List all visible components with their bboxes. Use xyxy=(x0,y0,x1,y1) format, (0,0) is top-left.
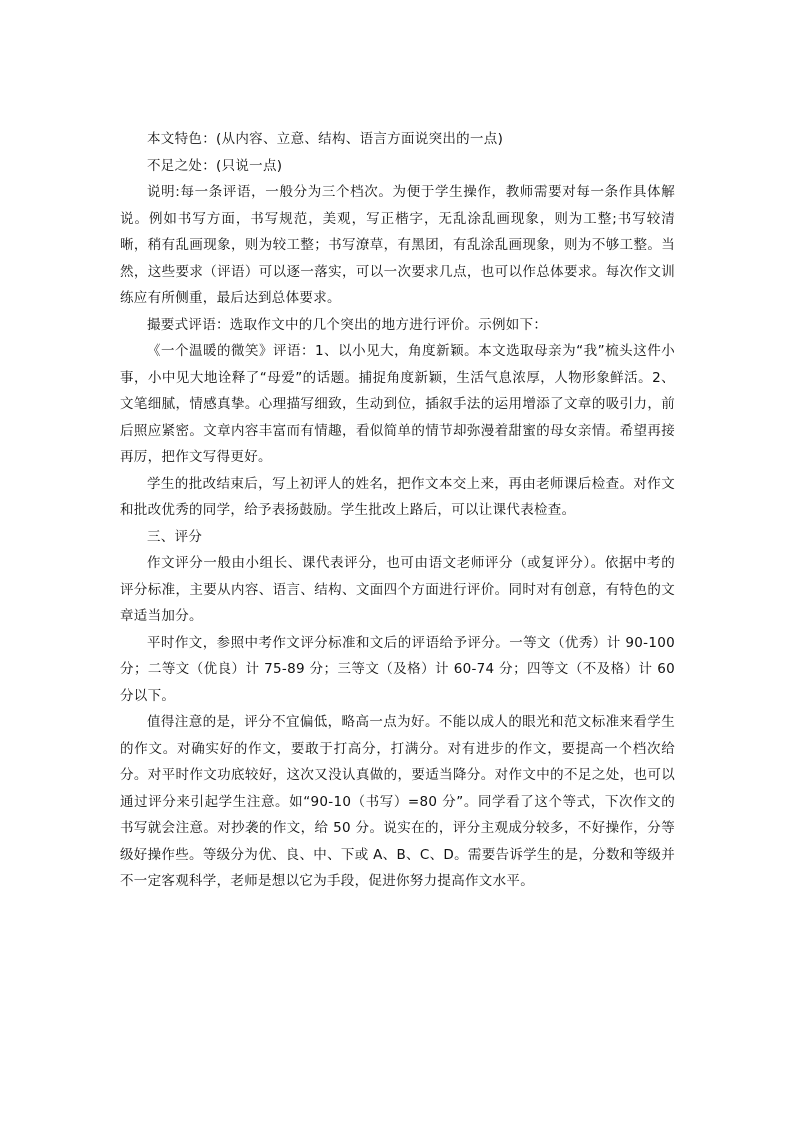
document-body xyxy=(120,126,675,895)
paragraph-shortcomings-prompt: 不足之处：(只说一点) xyxy=(147,157,283,174)
paragraph-explanation: 说明:每一条评语，一般分为三个档次。为便于学生操作，教师需要对每一条作具体解说。例如书写方面，书写规范，美观，写正楷字，无乱涂乱画现象，则为工整;书写较清晰，稍有乱画现象，则为较工整；书写潦草，有黑团，有乱涂乱画现象，则为不够工整。当然，这些要求（评语）可以逐一落实，可以一次要求几点，也可以作总体要求。每次作文训练应有所侧重，最后达到总体要求。 xyxy=(120,184,675,306)
paragraph-scoring-method: 作文评分一般由小组长、课代表评分，也可由语文老师评分（或复评分）。依据中考的评分标准，主要从内容、语言、结构、文面四个方面进行评价。同时对有创意，有特色的文章适当加分。 xyxy=(120,555,675,624)
paragraph-grade-levels: 平时作文，参照中考作文评分标准和文后的评语给予评分。一等文（优秀）计 90-100 分；二等文（优良）计 75-89 分；三等文（及格）计 60-74 分；四等文（不及格）计 60 分以下。 xyxy=(120,634,675,704)
paragraph-summary-comment: 撮要式评语：选取作文中的几个突出的地方进行评价。示例如下： xyxy=(147,316,548,333)
section-heading-scoring: 三、评分 xyxy=(147,528,203,545)
paragraph-features-prompt: 本文特色：(从内容、立意、结构、语言方面说突出的一点) xyxy=(147,131,504,147)
paragraph-example-comment: 《一个温暖的微笑》评语：1、以小见大，角度新颖。本文选取母亲为“我”梳头这件小事，小中见大地诠释了“母爱”的话题。捕捉角度新颖，生活气息浓厚，人物形象鲜活。2、文笔细腻，情感真挚。心理描写细致，生动到位，插叙手法的运用增添了文章的吸引力，前后照应紧密。文章内容丰富而有情趣，看似简单的情节却弥漫着甜蜜的母女亲情。希望再接再厉，把作文写得更好。 xyxy=(120,343,675,465)
paragraph-student-review: 学生的批改结束后，写上初评人的姓名，把作文本交上来，再由老师课后检查。对作文和批改优秀的同学，给予表扬鼓励。学生批改上路后，可以让课代表检查。 xyxy=(120,475,675,518)
paragraph-scoring-notes: 值得注意的是，评分不宜偏低，略高一点为好。不能以成人的眼光和范文标准来看学生的作文。对确实好的作文，要敢于打高分，打满分。对有进步的作文，要提高一个档次给分。对平时作文功底较好，这次又没认真做的，要适当降分。对作文中的不足之处，也可以通过评分来引起学生注意。如“90-10（书写）=80 分”。同学看了这个等式，下次作文的书写就会注意。对抄袭的作文，给 50 分。说实在的，评分主观成分较多，不好操作，分等级好操作些。等级分为优、良、中、下或 A、B、C、D。需要告诉学生的是，分数和等级并不一定客观科学，老师是想以它为手段，促进你努力提高作文水平。 xyxy=(120,714,675,889)
